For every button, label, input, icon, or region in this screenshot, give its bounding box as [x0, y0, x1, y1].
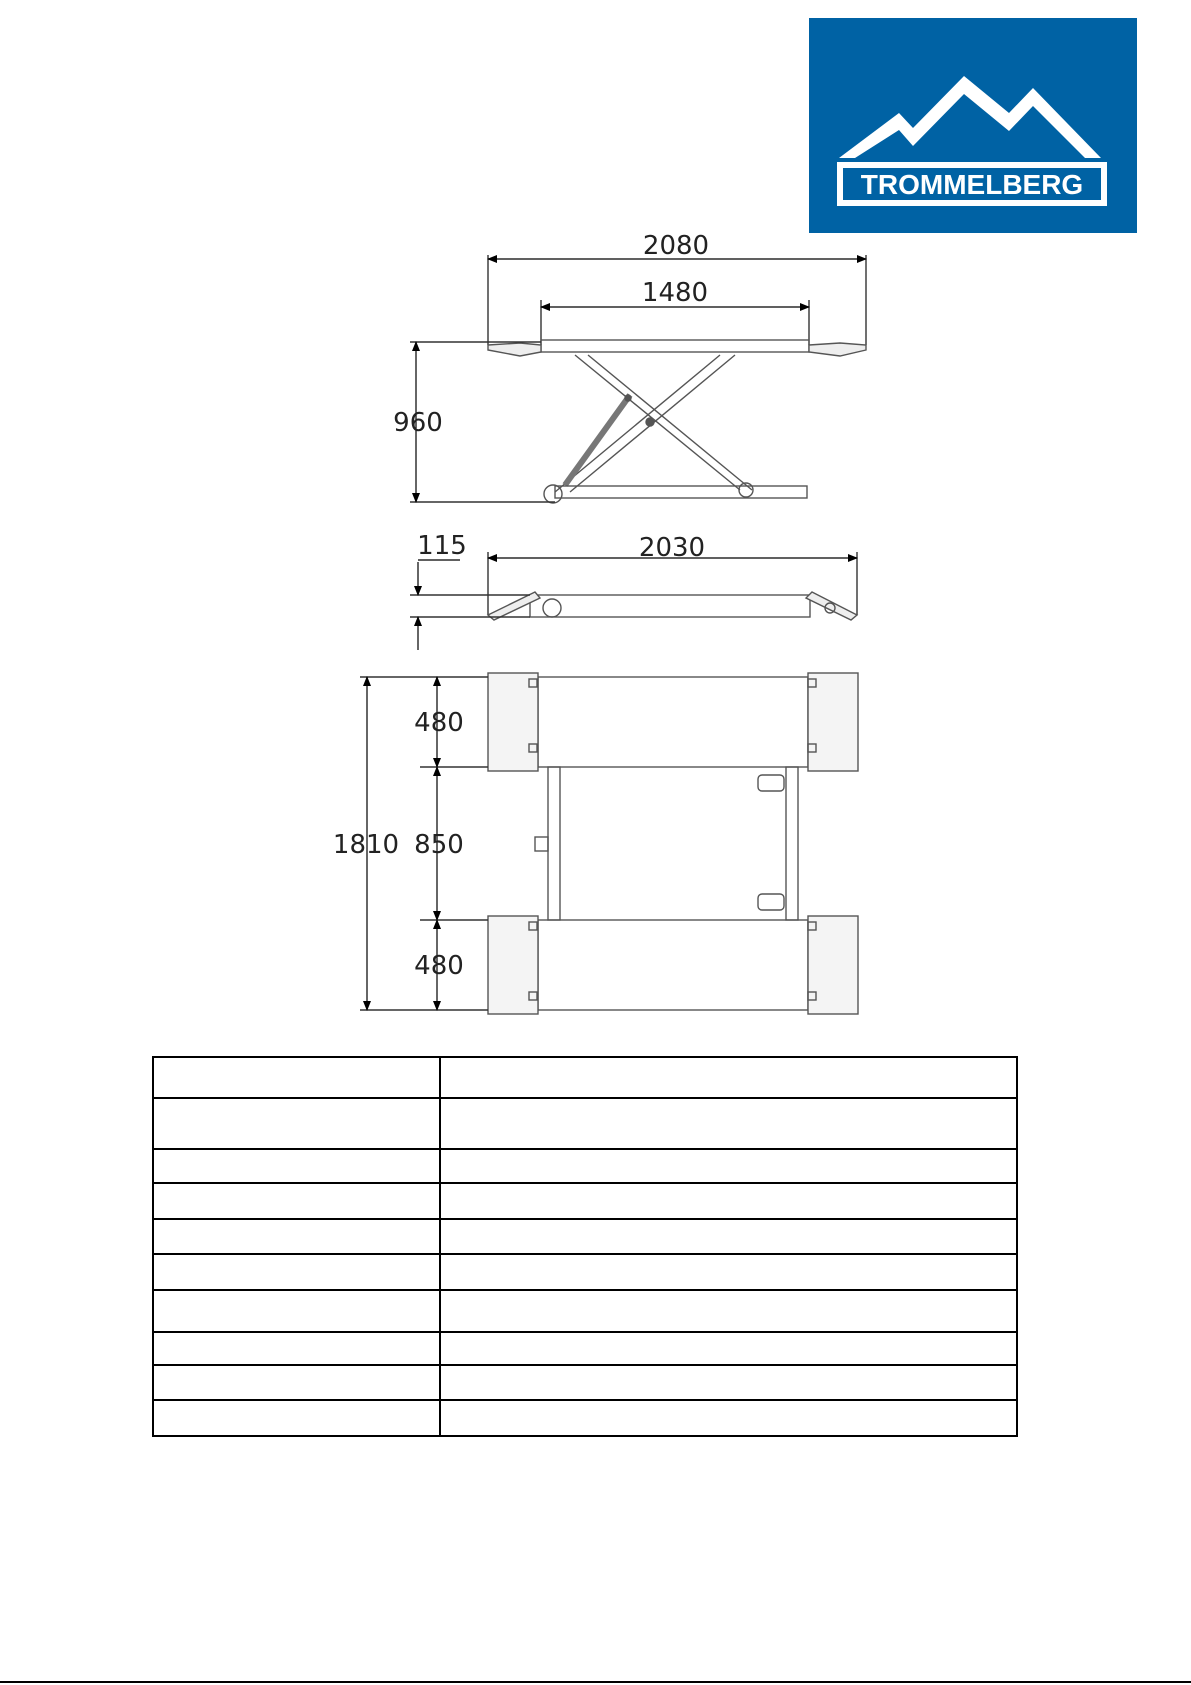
row-value	[440, 1183, 1017, 1219]
row-value	[440, 1400, 1017, 1436]
bottom-rule	[0, 1681, 1191, 1683]
table-row	[153, 1219, 1017, 1254]
row-label	[153, 1057, 440, 1098]
dim-gap-width: 850	[414, 830, 464, 860]
dim-overall-width: 1810	[332, 830, 400, 860]
row-value	[440, 1332, 1017, 1365]
table-row	[153, 1400, 1017, 1436]
dim-platform-width-top: 480	[414, 708, 464, 738]
row-label	[153, 1219, 440, 1254]
dim-platform-width-bottom: 480	[414, 951, 464, 981]
row-value	[440, 1365, 1017, 1400]
row-value	[440, 1254, 1017, 1290]
dim-min-height: 115	[417, 531, 467, 561]
table-row	[153, 1149, 1017, 1183]
dim-collapsed-length: 2030	[638, 533, 706, 563]
row-label	[153, 1098, 440, 1149]
row-label	[153, 1290, 440, 1332]
row-value	[440, 1219, 1017, 1254]
row-label	[153, 1400, 440, 1436]
table-row	[153, 1183, 1017, 1219]
brand-name: TROMMELBERG	[860, 169, 1084, 200]
dim-max-height: 960	[393, 408, 443, 438]
side-view	[410, 255, 866, 503]
table-row	[153, 1254, 1017, 1290]
dim-total-length: 2080	[642, 231, 710, 261]
row-label	[153, 1254, 440, 1290]
row-label	[153, 1365, 440, 1400]
row-label	[153, 1183, 440, 1219]
row-value	[440, 1290, 1017, 1332]
collapsed-view	[410, 552, 857, 620]
row-value	[440, 1057, 1017, 1098]
table-row	[153, 1098, 1017, 1149]
row-value	[440, 1098, 1017, 1149]
row-value	[440, 1149, 1017, 1183]
table-row	[153, 1290, 1017, 1332]
row-label	[153, 1332, 440, 1365]
table-row	[153, 1057, 1017, 1098]
table-row	[153, 1365, 1017, 1400]
spec-table	[152, 1056, 1018, 1437]
table-row	[153, 1332, 1017, 1365]
row-label	[153, 1149, 440, 1183]
dim-platform-length: 1480	[641, 278, 709, 308]
